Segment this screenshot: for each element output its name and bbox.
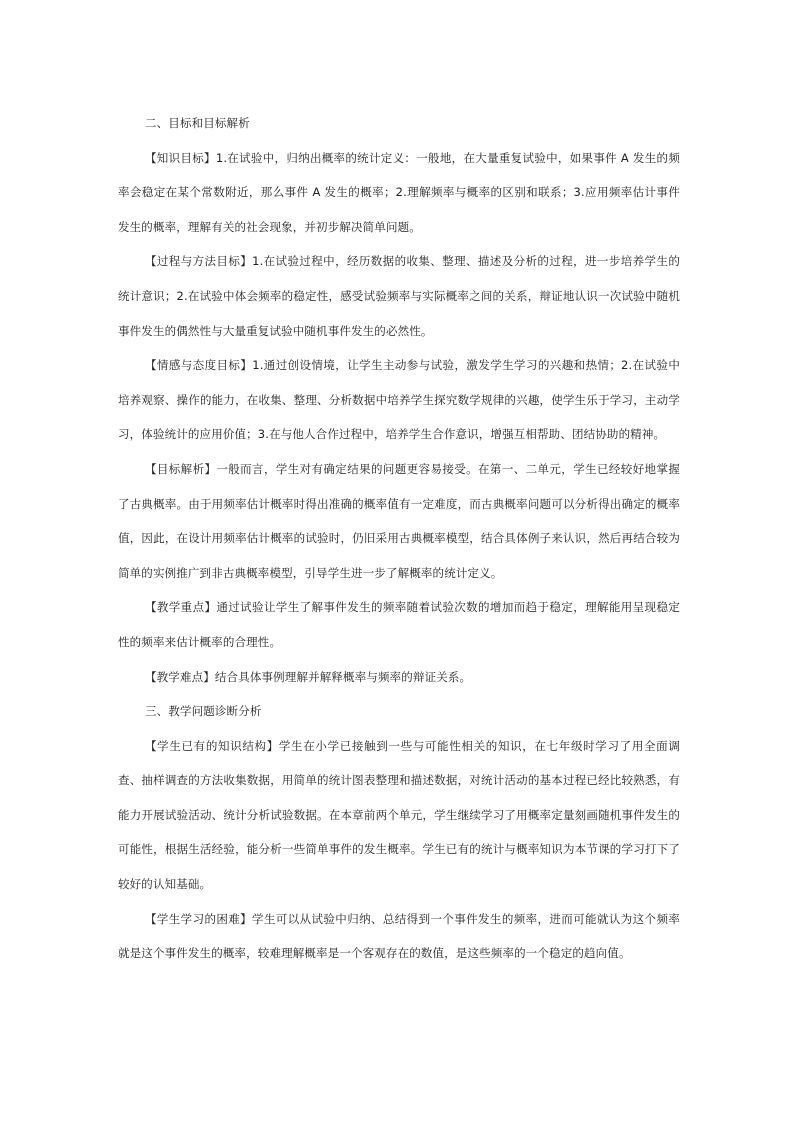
paragraph-teaching-difficulty: 【教学难点】结合具体事例理解并解释概率与频率的辩证关系。 xyxy=(145,669,472,684)
section-heading-goals: 二、目标和目标解析 xyxy=(145,116,250,130)
paragraph-teaching-focus: 【教学重点】通过试验让学生了解事件发生的频率随着试验次数的增加而趋于稳定，理解能用呈现稳定性的频率来估计概率的合理性。 xyxy=(118,600,680,649)
section-heading-diagnosis: 三、教学问题诊断分析 xyxy=(145,704,262,719)
paragraph-existing-knowledge: 【学生已有的知识结构】学生在小学已接触到一些与可能性相关的知识，在七年级时学习了用全面调查、抽样调查的方法收集数据，用简单的统计图表整理和描述数据，对统计活动的基本过程已经比较熟悉，有能力开展试验活动、统计分析试验数据。在本章前两个单元，学生继续学习了用概率定量刻画随机事件发生的可能性，根据生活经验，能分析一些简单事件的发生概率。学生已有的统计与概率知识为本节课的学习打下了较好的认知基础。 xyxy=(118,738,680,892)
paragraph-goal-analysis: 【目标解析】一般而言，学生对有确定结果的问题更容易接受。在第一、二单元，学生已经较好地掌握了古典概率。由于用频率估计概率时得出准确的概率值有一定难度，而古典概率问题可以分析得出确定的概率值，因此，在设计用频率估计概率的试验时，仍旧采用古典概率模型，结合具体例子来认识，然后再结合较为简单的实例推广到非古典概率模型，引导学生进一步了解概率的统计定义。 xyxy=(118,461,680,580)
document-body xyxy=(118,106,680,971)
paragraph-emotion-attitude-goal: 【情感与态度目标】1.通过创设情境，让学生主动参与试验，激发学生学习的兴趣和热情；2.在试验中培养观察、操作的能力，在收集、整理、分析数据中培养学生探究数学规律的兴趣，使学生乐于学习，主动学习，体验统计的应用价值；3.在与他人合作过程中，培养学生合作意识，增强互相帮助、团结协助的精神。 xyxy=(118,358,680,442)
paragraph-learning-difficulty: 【学生学习的困难】学生可以从试验中归纳、总结得到一个事件发生的频率，进而可能就认为这个频率就是这个事件发生的概率，较难理解概率是一个客观存在的数值，是这些频率的一个稳定的趋向值。 xyxy=(118,911,680,961)
paragraph-process-method-goal: 【过程与方法目标】1.在试验过程中，经历数据的收集、整理、描述及分析的过程，进一步培养学生的统计意识；2.在试验中体会频率的稳定性，感受试验频率与实际概率之间的关系，辩证地认识一次试验中随机事件发生的偶然性与大量重复试验中随机事件发生的必然性。 xyxy=(118,254,680,338)
paragraph-knowledge-goal: 【知识目标】1.在试验中，归纳出概率的统计定义：一般地，在大量重复试验中，如果事件 A 发生的频率会稳定在某个常数附近，那么事件 A 发生的概率；2.理解频率与概率的区别和联系；3.应用频率估计事件发生的概率，理解有关的社会现象，并初步解决简单问题。 xyxy=(118,150,680,234)
